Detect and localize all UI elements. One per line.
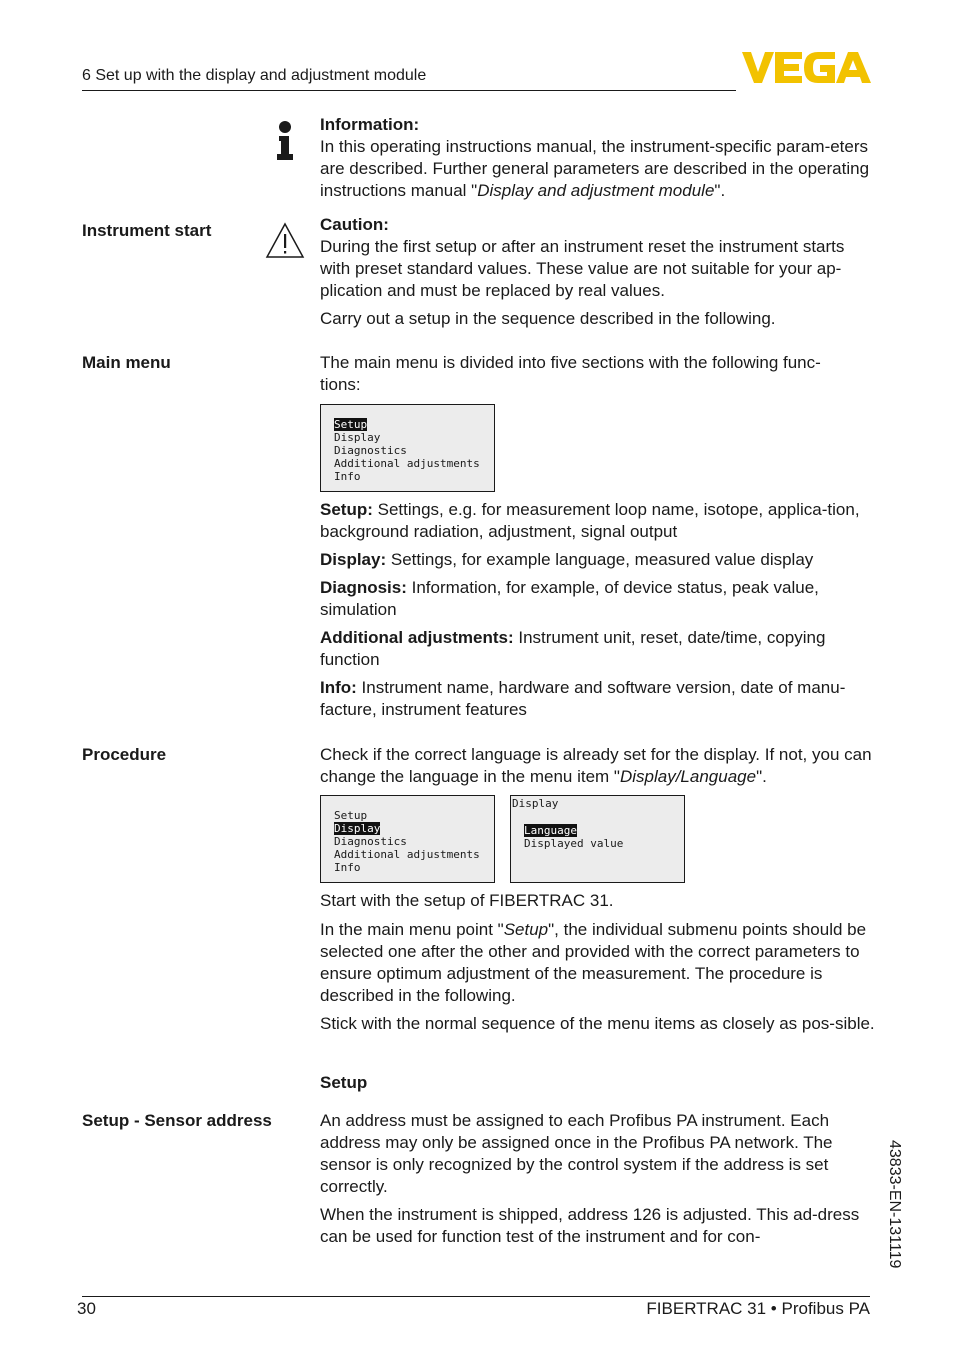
footer-product: FIBERTRAC 31 • Profibus PA [646,1299,870,1318]
main-menu-intro: The main menu is divided into five sections with the following func-tions: [320,353,821,394]
desc-term-setup: Setup: [320,500,373,519]
lcd-menu-item: Additional adjustments [334,457,480,470]
procedure-intro [320,744,876,788]
information-note [320,114,876,202]
document-code: 43833-EN-131119 [886,1140,903,1269]
lcd-menu-item: Diagnostics [334,444,407,457]
information-title: Information: [320,115,420,134]
procedure-para2-text: In the main menu point " [320,920,504,939]
footer-divider [82,1296,870,1297]
procedure-para2-end: ", the individual submenu points should be selected one after the other and provided with the correct parameters to ensure optimum adjustment of the measurement. The procedure is described in the following. [320,920,867,1005]
lcd-menu-item: Displayed value [524,837,624,850]
procedure-start: Start with the setup of FIBERTRAC 31. [320,891,614,910]
procedure-lcd-display-menu [510,795,685,883]
lcd-menu-item: Info [334,861,361,874]
desc-term-additional: Additional adjustments: [320,628,514,647]
sensor-address-para2: When the instrument is shipped, address 126 is adjusted. This ad-dress can be used for function test of the instrument and for con- [320,1205,860,1246]
main-menu-label: Main menu [82,353,171,372]
caution-note [320,214,876,330]
procedure-setup-ref: Setup [503,920,549,939]
information-text-end: ". [714,181,726,200]
main-menu-lcd [320,404,495,492]
information-text: In this operating instructions manual, the instrument-specific param-eters are described. Further general parameters are described in the operating instructions manual " [320,137,870,200]
sensor-address-label: Setup - Sensor address [82,1111,272,1130]
lcd-menu-item: Setup [334,418,368,431]
desc-text-display: Settings, for example language, measured value display [386,550,814,569]
desc-text-info: Instrument name, hardware and software version, date of manu-facture, instrument features [320,678,846,719]
desc-term-info: Info: [320,678,357,697]
lcd-title: Display [512,797,559,810]
menu-descriptions [320,499,876,721]
procedure-para3: Stick with the normal sequence of the menu items as closely as pos-sible. [320,1014,875,1033]
procedure-label: Procedure [82,745,167,764]
lcd-menu-item: Language [524,824,577,837]
caution-followup: Carry out a setup in the sequence described in the following. [320,309,776,328]
desc-text-additional: Instrument unit, reset, date/time, copying function [320,628,826,669]
desc-text-setup: Settings, e.g. for measurement loop name, isotope, applica-tion, background radiation, adjustment, signal output [320,500,860,541]
info-icon [275,121,295,161]
procedure-intro-text: Check if the correct language is already set for the display. If not, you can change the language in the menu item " [320,745,872,786]
desc-term-diagnosis: Diagnosis: [320,578,407,597]
caution-text: During the first setup or after an instrument reset the instrument starts with preset standard values. These value are not suitable for your ap-plication and must be replaced by real values. [320,237,845,300]
procedure-intro-end: ". [756,767,767,786]
sensor-address-para1: An address must be assigned to each Profibus PA instrument. Each address may only be assigned once in the Profibus PA network. The sensor is only recognized by the control system if the address is set correctly. [320,1111,833,1196]
header-divider [82,90,736,91]
lcd-menu-item: Additional adjustments [334,848,480,861]
lcd-menu-item: Diagnostics [334,835,407,848]
lcd-menu-item: Display [334,822,381,835]
vega-logo [742,52,872,84]
setup-heading: Setup [320,1073,368,1092]
caution-title: Caution: [320,215,389,234]
desc-term-display: Display: [320,550,387,569]
lcd-menu-item: Setup [334,809,368,822]
procedure-body [320,890,876,1035]
lcd-menu-item: Display [334,431,381,444]
lcd-menu-item: Info [334,470,361,483]
sensor-address-body [320,1110,876,1248]
warning-icon [265,222,305,260]
procedure-menu-path: Display/Language [619,767,757,786]
header-section-title: 6 Set up with the display and adjustment module [82,67,427,84]
procedure-lcd-main-menu [320,795,495,883]
instrument-start-label: Instrument start [82,221,212,240]
information-manual-ref: Display and adjustment module [477,181,715,200]
desc-text-diagnosis: Information, for example, of device status, peak value, simulation [320,578,819,619]
page-number: 30 [77,1299,96,1318]
